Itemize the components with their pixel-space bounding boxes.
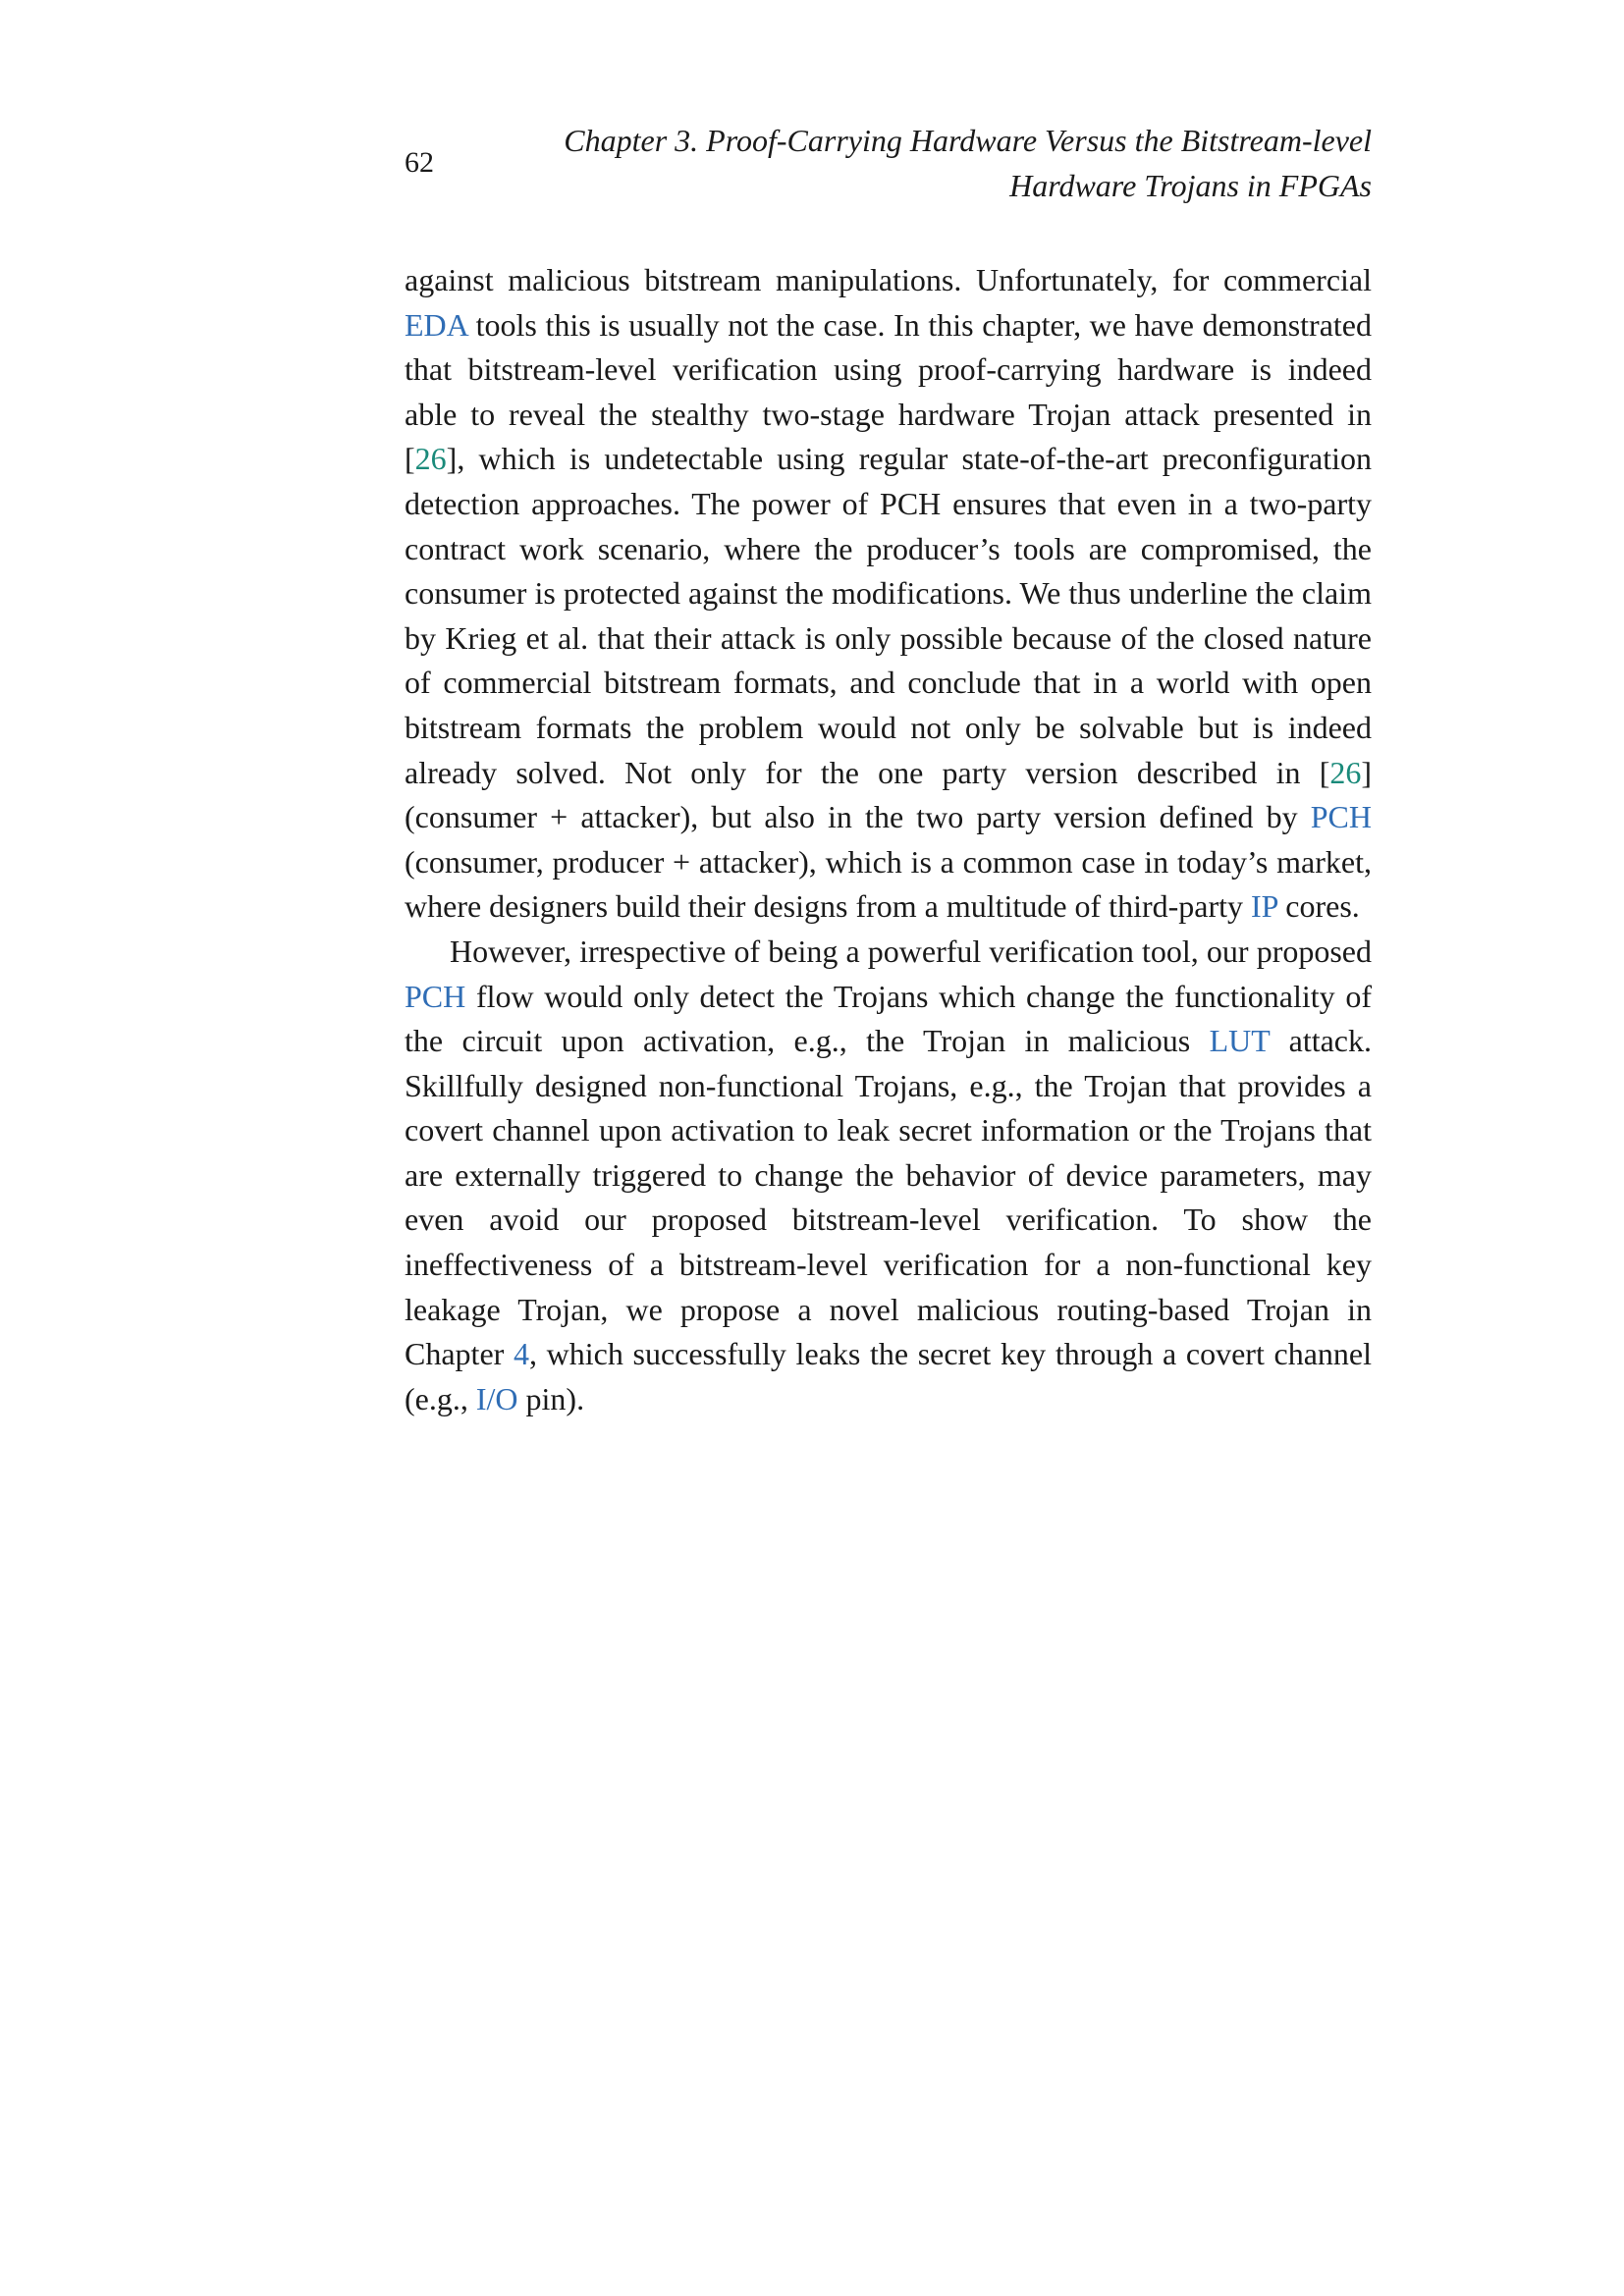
acronym-link-pch[interactable]: PCH xyxy=(1310,799,1372,835)
running-title-line-1: Chapter 3. Proof-Carrying Hardware Versus the Bitstream-level xyxy=(564,123,1372,158)
text-segment: pin). xyxy=(517,1380,585,1416)
text-segment: flow would only detect the Trojans which change the functionality of the circuit upon activation, e.g., the Trojan in malicious xyxy=(405,978,1372,1059)
text-segment: (consumer, producer + attacker), which is a common case in today’s market, where designers build their designs from a multitude of third-party xyxy=(405,843,1372,925)
page-number: 62 xyxy=(405,146,434,179)
text-segment: cores. xyxy=(1277,888,1360,925)
paragraph-1 xyxy=(405,258,1372,930)
main-text xyxy=(405,258,1372,1421)
acronym-link-lut[interactable]: LUT xyxy=(1209,1023,1271,1059)
text-segment: , which successfully leaks the secret key through a covert channel (e.g., xyxy=(405,1336,1373,1416)
acronym-link-eda[interactable]: EDA xyxy=(405,306,467,343)
text-segment: However, irrespective of being a powerful verification tool, our proposed xyxy=(450,933,1372,969)
acronym-link-io[interactable]: I/O xyxy=(475,1380,518,1416)
citation-link-26[interactable]: 26 xyxy=(1329,754,1362,790)
acronym-link-pch[interactable]: PCH xyxy=(405,978,466,1014)
text-segment: tools this is usually not the case. In this chapter, we have demonstrated that bitstream-level verification using proof-carrying hardware is indeed able to reveal the stealthy two-stage hardware Trojan attack presented in [ xyxy=(405,306,1372,477)
text-segment: against malicious bitstream manipulations. Unfortunately, for commercial xyxy=(405,262,1372,297)
chapter-link-4[interactable]: 4 xyxy=(513,1336,529,1372)
running-header xyxy=(488,118,1372,208)
text-segment: attack. Skillfully designed non-functional Trojans, e.g., the Trojan that provides a covert channel upon activation to leak secret information or the Trojans that are externally triggered to change the behavior of device parameters, may even avoid our proposed bitstream-level verification. To show the ineffectiveness of a bitstream-level verification for a non-functional key leakage Trojan, we propose a novel malicious routing-based Trojan in Chapter xyxy=(405,1023,1373,1372)
text-segment: ], which is undetectable using regular state-of-the-art preconfiguration detection approaches. The power of PCH ensures that even in a two-party contract work scenario, where the producer’s tools are compromised, the consumer is protected against the modifications. We thus underline the claim by Krieg et al. that their attack is only possible because of the closed nature of commercial bitstream formats, and conclude that in a world with open bitstream formats the problem would not only be solvable but is indeed already solved. Not only for the one party version described in [ xyxy=(405,441,1372,790)
running-title-line-2: Hardware Trojans in FPGAs xyxy=(1009,168,1372,203)
acronym-link-ip[interactable]: IP xyxy=(1251,888,1278,925)
text-segment: ] (consumer + attacker), but also in the two party version defined by xyxy=(405,754,1372,835)
paragraph-2 xyxy=(405,930,1372,1422)
citation-link-26[interactable]: 26 xyxy=(414,441,447,477)
